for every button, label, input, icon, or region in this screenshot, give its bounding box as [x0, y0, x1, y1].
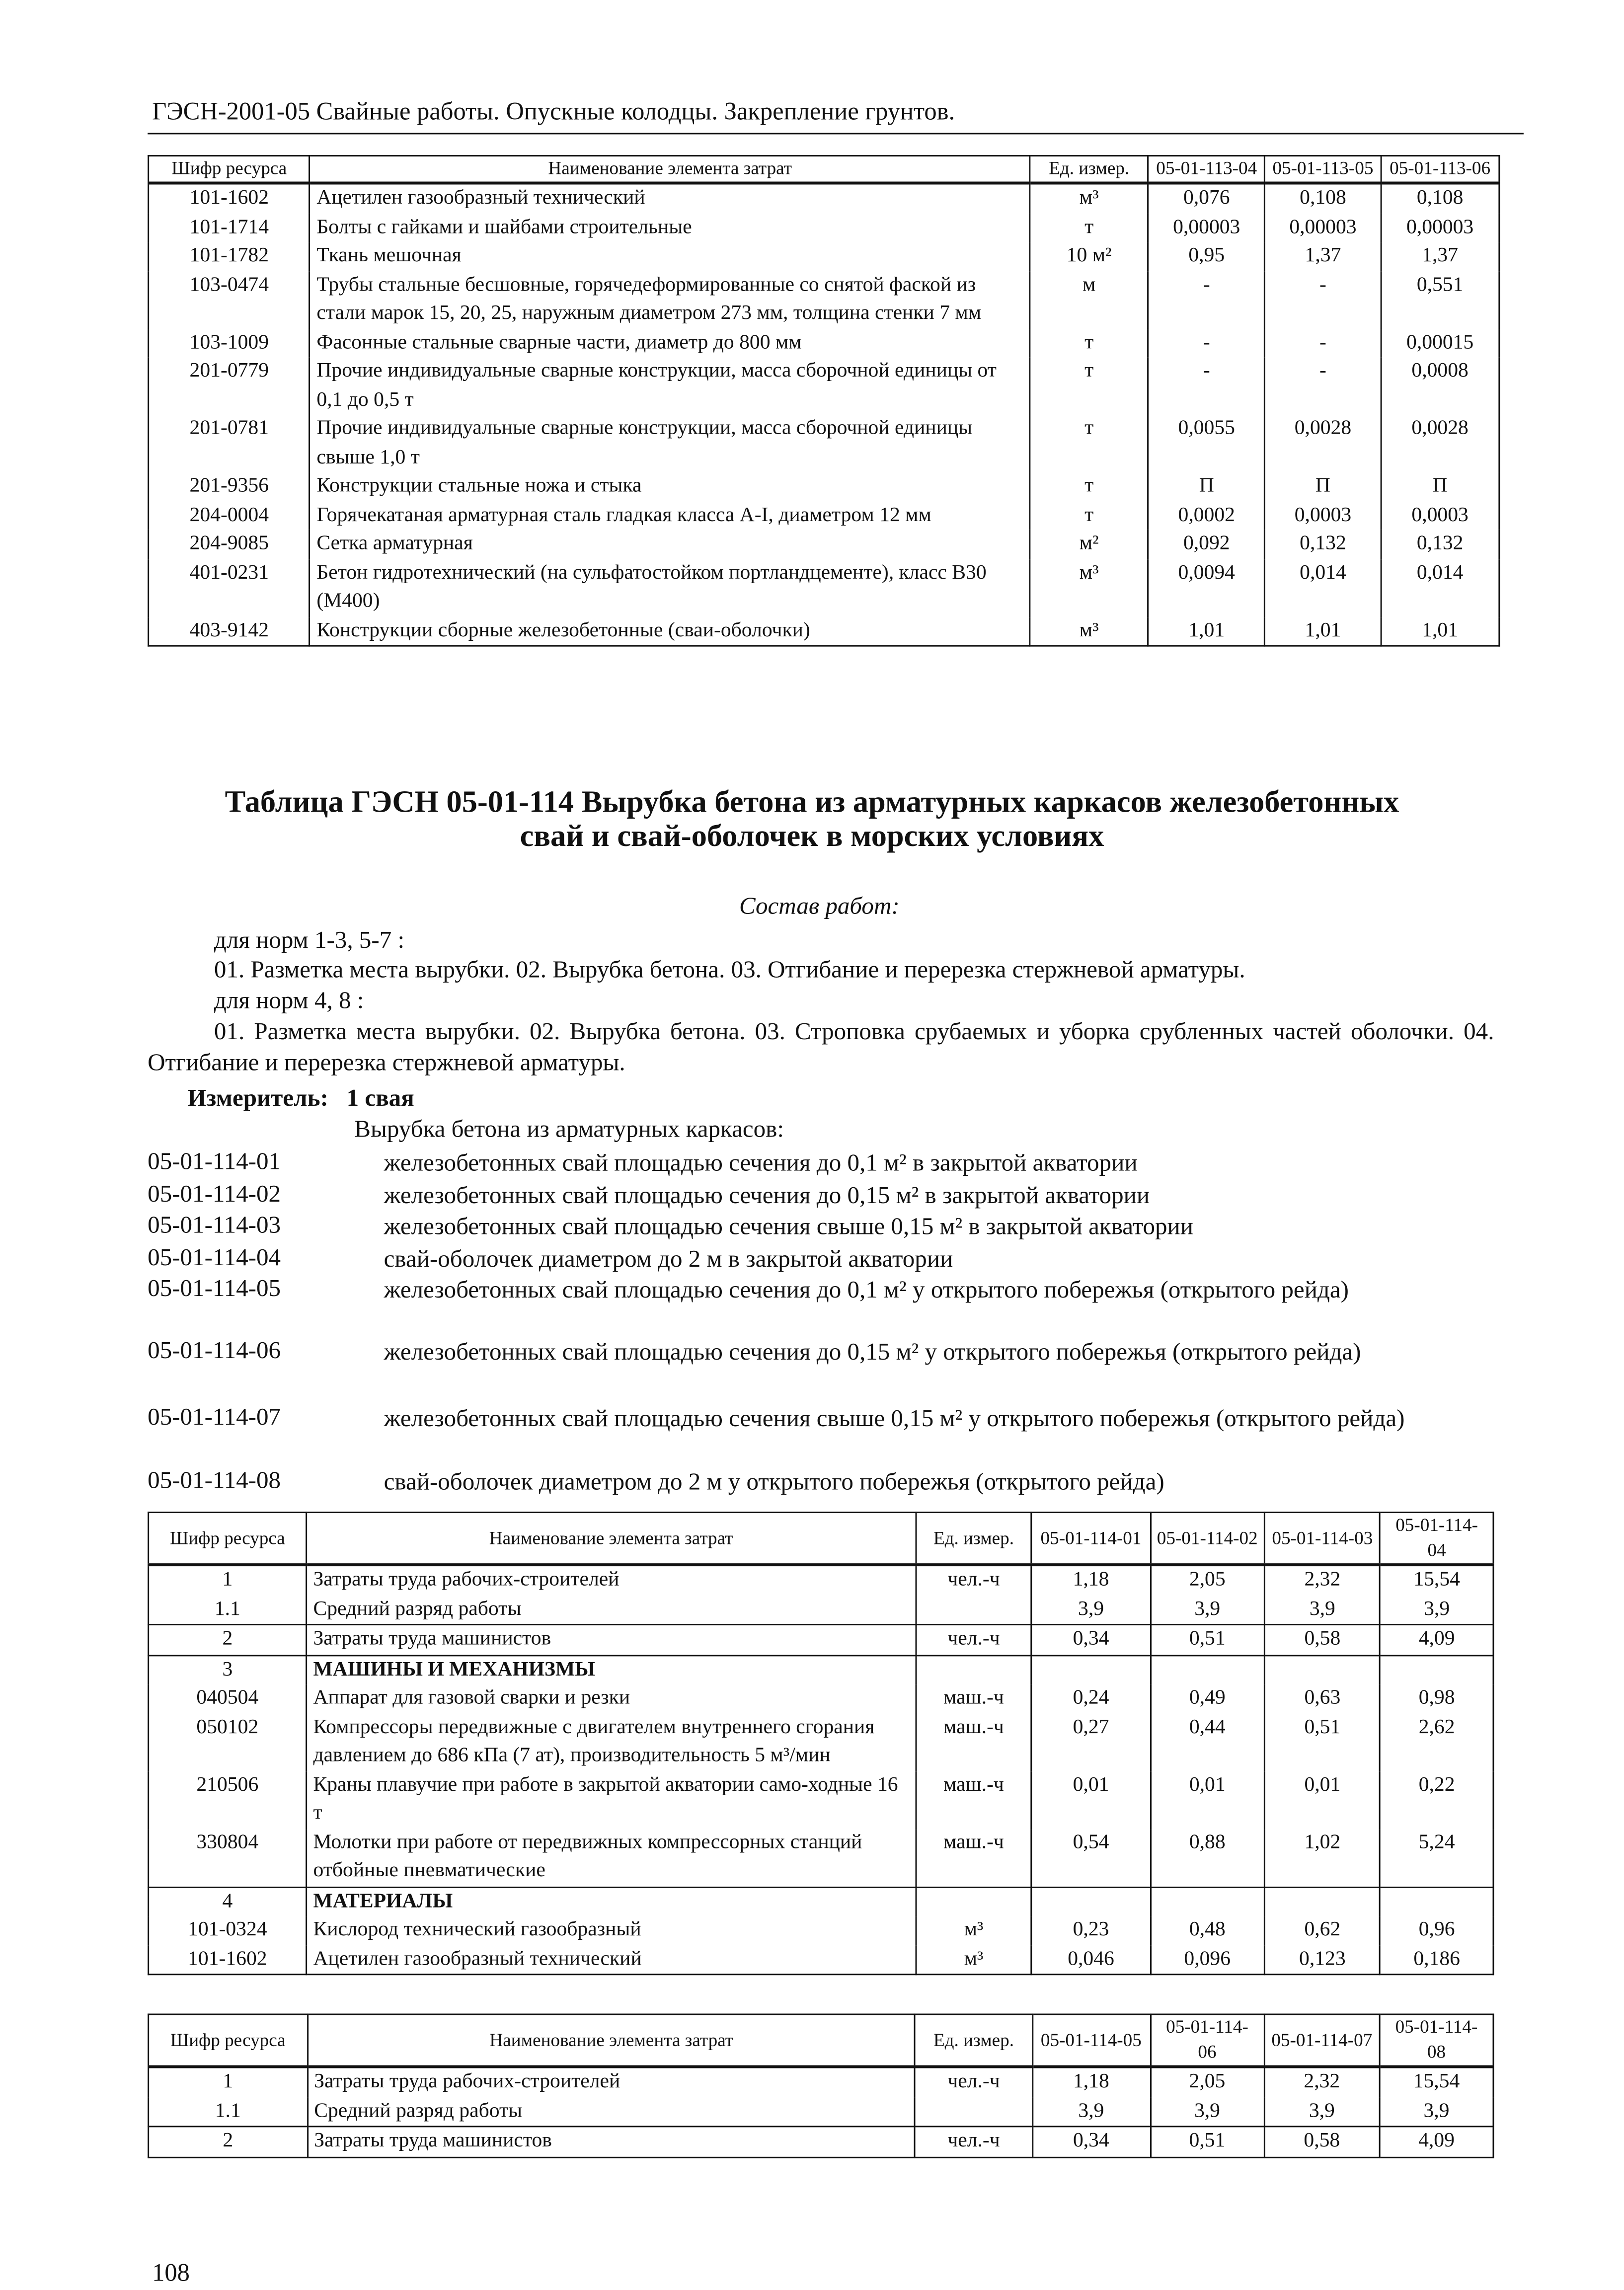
unit: т — [1030, 213, 1148, 242]
norm-value: 3,9 — [1150, 1595, 1264, 1624]
table-row — [149, 1595, 1493, 1624]
norm-value: 2,05 — [1150, 2067, 1264, 2097]
table-row — [149, 530, 1499, 559]
resource-name: Ацетилен газообразный технический — [307, 1945, 916, 1974]
measure-unit: Измеритель: 1 свая — [187, 1083, 414, 1112]
page-number: 108 — [152, 2258, 190, 2287]
norm-value: 0,014 — [1265, 559, 1381, 616]
column-header-unit: Ед. измер. — [1030, 156, 1148, 183]
norm-value: 0,00003 — [1148, 213, 1265, 242]
norm-description: железобетонных свай площадью сечения до 0,1 м² у открытого побережья (открытого рейда) — [384, 1275, 1349, 1304]
norm-value: 0,0028 — [1381, 415, 1499, 472]
norm-value: 4,09 — [1380, 2127, 1493, 2157]
norm-description: железобетонных свай площадью сечения до 0,15 м² в закрытой акватории — [384, 1181, 1150, 1209]
norm-value: 0,108 — [1265, 183, 1381, 214]
norm-value: 0,0055 — [1148, 415, 1265, 472]
resource-code: 1 — [149, 2067, 308, 2097]
table-row — [149, 1771, 1493, 1829]
norm-value: 0,014 — [1381, 559, 1499, 616]
norm-value — [1380, 1887, 1493, 1916]
table-row — [149, 213, 1499, 242]
title-line-1: Таблица ГЭСН 05-01-114 Вырубка бетона из арматурных каркасов железобетонных — [225, 784, 1399, 820]
table-row — [149, 1565, 1493, 1595]
resource-code: 101-0324 — [149, 1916, 307, 1945]
header-divider — [148, 133, 1524, 134]
norm-value: 0,98 — [1380, 1684, 1493, 1713]
table-row — [149, 1624, 1493, 1655]
column-header-norm: 05-01-114-04 — [1380, 1513, 1493, 1565]
norm-value: 1,01 — [1265, 616, 1381, 646]
resource-code: 4 — [149, 1887, 307, 1916]
norm-value: 0,046 — [1032, 1945, 1150, 1974]
resource-name: МАТЕРИАЛЫ — [307, 1887, 916, 1916]
title-line-2: свай и свай-оболочек в морских условиях — [520, 818, 1104, 853]
resource-name: Аппарат для газовой сварки и резки — [307, 1684, 916, 1713]
unit: маш.-ч — [916, 1771, 1032, 1829]
norms-b-label: для норм 4, 8 : — [214, 986, 364, 1014]
norm-value: П — [1148, 472, 1265, 501]
norm-value: 0,092 — [1148, 530, 1265, 559]
table-row — [149, 415, 1499, 472]
column-header-norm: 05-01-113-06 — [1381, 156, 1499, 183]
resource-name: Горячекатаная арматурная сталь гладкая класса А-I, диаметром 12 мм — [310, 501, 1030, 530]
resource-name: Болты с гайками и шайбами строительные — [310, 213, 1030, 242]
unit — [916, 1655, 1032, 1684]
norm-value: П — [1265, 472, 1381, 501]
norm-value: 0,48 — [1150, 1916, 1264, 1945]
norm-value: 5,24 — [1380, 1829, 1493, 1887]
norm-code: 05-01-114-05 — [148, 1274, 281, 1302]
unit: м³ — [1030, 559, 1148, 616]
resource-code: 103-0474 — [149, 271, 310, 328]
norm-value — [1264, 1655, 1380, 1684]
norm-description: железобетонных свай площадью сечения до 0,15 м² у открытого побережья (открытого рейда) — [384, 1337, 1361, 1366]
resource-code: 101-1714 — [149, 213, 310, 242]
unit — [916, 1887, 1032, 1916]
unit: т — [1030, 501, 1148, 530]
unit: т — [1030, 328, 1148, 357]
column-header-code: Шифр ресурса — [149, 156, 310, 183]
table-row — [149, 501, 1499, 530]
resource-code: 201-9356 — [149, 472, 310, 501]
table-row — [149, 1945, 1493, 1974]
unit: 10 м² — [1030, 242, 1148, 271]
norm-value: 1,37 — [1381, 242, 1499, 271]
norm-value: 2,32 — [1264, 1565, 1380, 1595]
column-header-norm: 05-01-114-07 — [1264, 2014, 1380, 2066]
resource-name: Затраты труда рабочих-строителей — [307, 1565, 916, 1595]
resource-code: 201-0779 — [149, 357, 310, 415]
unit: чел.-ч — [915, 2067, 1032, 2097]
resource-code: 330804 — [149, 1829, 307, 1887]
running-header: ГЭСН-2001-05 Свайные работы. Опускные колодцы. Закрепление грунтов. — [152, 97, 955, 126]
norm-value: - — [1148, 357, 1265, 415]
norm-value: 0,123 — [1264, 1945, 1380, 1974]
norm-value: 3,9 — [1032, 2097, 1151, 2126]
unit: чел.-ч — [916, 1565, 1032, 1595]
resource-code: 101-1602 — [149, 183, 310, 214]
table-row — [149, 616, 1499, 646]
norms-a-text: 01. Разметка места вырубки. 02. Вырубка бетона. 03. Отгибание и перерезка стержневой арматуры. — [214, 955, 1245, 984]
norm-value: 0,63 — [1264, 1684, 1380, 1713]
norm-value: - — [1265, 357, 1381, 415]
resources-table-113 — [148, 155, 1500, 647]
norm-value: 0,00003 — [1265, 213, 1381, 242]
column-header-code: Шифр ресурса — [149, 1513, 307, 1565]
unit: м³ — [916, 1945, 1032, 1974]
norms-b-text: 01. Разметка места вырубки. 02. Вырубка бетона. 03. Строповка срубаемых и уборка срубленных частей оболочки. 04. Отгибание и перерезка стержневой арматуры. — [148, 1017, 1494, 1075]
table-row — [149, 328, 1499, 357]
resource-code: 050102 — [149, 1713, 307, 1771]
norm-value: П — [1381, 472, 1499, 501]
norm-value: 3,9 — [1264, 2097, 1380, 2126]
norm-value: 0,95 — [1148, 242, 1265, 271]
resource-code: 1.1 — [149, 1595, 307, 1624]
resource-name: Ткань мешочная — [310, 242, 1030, 271]
column-header-norm: 05-01-113-04 — [1148, 156, 1265, 183]
norm-value: 0,88 — [1150, 1829, 1264, 1887]
resource-code: 103-1009 — [149, 328, 310, 357]
norm-value: 0,0003 — [1381, 501, 1499, 530]
norm-value: 0,00003 — [1381, 213, 1499, 242]
norm-code: 05-01-114-01 — [148, 1147, 281, 1175]
resource-code: 210506 — [149, 1771, 307, 1829]
table-row — [149, 357, 1499, 415]
norm-description: свай-оболочек диаметром до 2 м у открытого побережья (открытого рейда) — [384, 1467, 1164, 1496]
resource-code: 401-0231 — [149, 559, 310, 616]
norm-description: железобетонных свай площадью сечения свыше 0,15 м² в закрытой акватории — [384, 1212, 1194, 1240]
resource-name: Кислород технический газообразный — [307, 1916, 916, 1945]
unit: м³ — [916, 1916, 1032, 1945]
norm-value: 15,54 — [1380, 2067, 1493, 2097]
resource-code: 101-1602 — [149, 1945, 307, 1974]
norm-value: 3,9 — [1264, 1595, 1380, 1624]
table-title — [148, 785, 1476, 853]
unit: т — [1030, 415, 1148, 472]
column-header-norm: 05-01-114-06 — [1150, 2014, 1264, 2066]
resource-name: Средний разряд работы — [307, 1595, 916, 1624]
resource-name: Краны плавучие при работе в закрытой акватории само-ходные 16 т — [307, 1771, 916, 1829]
norm-value: 0,186 — [1380, 1945, 1493, 1974]
norm-value: 3,9 — [1380, 1595, 1493, 1624]
header-row — [149, 1513, 1493, 1565]
resource-name: Трубы стальные бесшовные, горячедеформированные со снятой фаской из стали марок 15, 20, 25, наружным диаметром 273 мм, толщина стенки 7 мм — [310, 271, 1030, 328]
resource-code: 1.1 — [149, 2097, 308, 2126]
norm-value — [1150, 1887, 1264, 1916]
resource-code: 204-0004 — [149, 501, 310, 530]
table-row — [149, 183, 1499, 214]
column-header-norm: 05-01-114-01 — [1032, 1513, 1150, 1565]
norm-value: 0,551 — [1381, 271, 1499, 328]
norm-value: 0,0008 — [1381, 357, 1499, 415]
work-composition-heading: Состав работ: — [739, 891, 900, 920]
norm-value: 0,01 — [1150, 1771, 1264, 1829]
norm-value: 0,49 — [1150, 1684, 1264, 1713]
norm-description: железобетонных свай площадью сечения до 0,1 м² в закрытой акватории — [384, 1148, 1138, 1177]
resource-code: 3 — [149, 1655, 307, 1684]
resource-name: Прочие индивидуальные сварные конструкции, масса сборочной единицы от 0,1 до 0,5 т — [310, 357, 1030, 415]
resource-name: Фасонные стальные сварные части, диаметр до 800 мм — [310, 328, 1030, 357]
resource-name: Конструкции сборные железобетонные (сваи-оболочки) — [310, 616, 1030, 646]
column-header-norm: 05-01-114-03 — [1264, 1513, 1380, 1565]
norm-value: 3,9 — [1380, 2097, 1493, 2126]
resource-name: Средний разряд работы — [308, 2097, 916, 2126]
resource-name: Ацетилен газообразный технический — [310, 183, 1030, 214]
norm-value — [1380, 1655, 1493, 1684]
norm-code: 05-01-114-03 — [148, 1210, 281, 1239]
table-row — [149, 2067, 1493, 2097]
column-header-norm: 05-01-113-05 — [1265, 156, 1381, 183]
table-row — [149, 271, 1499, 328]
unit: маш.-ч — [916, 1713, 1032, 1771]
resource-code: 201-0781 — [149, 415, 310, 472]
column-header-norm: 05-01-114-08 — [1380, 2014, 1493, 2066]
resource-code: 2 — [149, 2127, 308, 2157]
norm-code: 05-01-114-06 — [148, 1336, 281, 1364]
norm-value: 0,44 — [1150, 1713, 1264, 1771]
column-header-name: Наименование элемента затрат — [308, 2014, 916, 2066]
unit: м — [1030, 271, 1148, 328]
norm-value: - — [1148, 271, 1265, 328]
norm-value: 0,076 — [1148, 183, 1265, 214]
resource-code: 1 — [149, 1565, 307, 1595]
norm-value: 0,01 — [1264, 1771, 1380, 1829]
column-header-unit: Ед. измер. — [916, 1513, 1032, 1565]
norm-value: 2,05 — [1150, 1565, 1264, 1595]
norm-description: железобетонных свай площадью сечения свыше 0,15 м² у открытого побережья (открытого рейда) — [384, 1404, 1405, 1432]
norm-value: 0,51 — [1150, 2127, 1264, 2157]
column-header-name: Наименование элемента затрат — [310, 156, 1030, 183]
norm-value: 0,00015 — [1381, 328, 1499, 357]
norm-value: 1,01 — [1148, 616, 1265, 646]
column-header-unit: Ед. измер. — [915, 2014, 1032, 2066]
header-row — [149, 156, 1499, 183]
unit: м³ — [1030, 183, 1148, 214]
resource-code: 101-1782 — [149, 242, 310, 271]
resource-code: 204-9085 — [149, 530, 310, 559]
norm-value: 0,96 — [1380, 1916, 1493, 1945]
resource-name: Компрессоры передвижные с двигателем внутреннего сгорания давлением до 686 кПа (7 ат), производительность 5 м³/мин — [307, 1713, 916, 1771]
unit — [916, 1595, 1032, 1624]
section-heading-row — [149, 1887, 1493, 1916]
norm-value: 0,0003 — [1265, 501, 1381, 530]
resource-name: Прочие индивидуальные сварные конструкции, масса сборочной единицы свыше 1,0 т — [310, 415, 1030, 472]
table-row — [149, 2097, 1493, 2126]
norm-code: 05-01-114-07 — [148, 1402, 281, 1431]
norm-value: 1,01 — [1381, 616, 1499, 646]
unit: чел.-ч — [915, 2127, 1032, 2157]
norm-code: 05-01-114-08 — [148, 1465, 281, 1494]
resource-name: Сетка арматурная — [310, 530, 1030, 559]
norm-value: 0,34 — [1032, 2127, 1151, 2157]
norm-value: 0,27 — [1032, 1713, 1150, 1771]
resource-code: 403-9142 — [149, 616, 310, 646]
table-row — [149, 1916, 1493, 1945]
norm-value: 0,51 — [1150, 1624, 1264, 1655]
unit — [915, 2097, 1032, 2126]
norm-value: 0,58 — [1264, 1624, 1380, 1655]
unit: чел.-ч — [916, 1624, 1032, 1655]
table-row — [149, 1684, 1493, 1713]
norm-description: свай-оболочек диаметром до 2 м в закрытой акватории — [384, 1244, 953, 1273]
resource-name: Затраты труда машинистов — [308, 2127, 916, 2157]
norm-value: 2,62 — [1380, 1713, 1493, 1771]
norm-value: 15,54 — [1380, 1565, 1493, 1595]
resources-table-114-01-04 — [148, 1512, 1494, 1975]
resources-table-114-05-08 — [148, 2014, 1494, 2158]
norm-value — [1032, 1655, 1150, 1684]
norm-value: 0,096 — [1150, 1945, 1264, 1974]
column-header-name: Наименование элемента затрат — [307, 1513, 916, 1565]
norm-value — [1032, 1887, 1150, 1916]
norm-value: - — [1265, 328, 1381, 357]
norm-value: 1,18 — [1032, 1565, 1150, 1595]
norm-value: 0,0028 — [1265, 415, 1381, 472]
norms-a-label: для норм 1-3, 5-7 : — [214, 925, 405, 954]
resource-name: Бетон гидротехнический (на сульфатостойком портландцементе), класс В30 (М400) — [310, 559, 1030, 616]
norm-value: 2,32 — [1264, 2067, 1380, 2097]
norm-value: 0,01 — [1032, 1771, 1150, 1829]
norm-value: - — [1265, 271, 1381, 328]
norm-value: 4,09 — [1380, 1624, 1493, 1655]
unit: маш.-ч — [916, 1684, 1032, 1713]
resource-name: Затраты труда машинистов — [307, 1624, 916, 1655]
norm-value: 3,9 — [1150, 2097, 1264, 2126]
norm-value: 1,18 — [1032, 2067, 1151, 2097]
table-row — [149, 1713, 1493, 1771]
unit: м² — [1030, 530, 1148, 559]
norm-value: 1,02 — [1264, 1829, 1380, 1887]
table-row — [149, 472, 1499, 501]
resource-code: 040504 — [149, 1684, 307, 1713]
norm-value: 0,24 — [1032, 1684, 1150, 1713]
section-heading-row — [149, 1655, 1493, 1684]
norm-value: 0,132 — [1381, 530, 1499, 559]
norm-value: 0,51 — [1264, 1713, 1380, 1771]
table-row — [149, 1829, 1493, 1887]
resource-name: МАШИНЫ И МЕХАНИЗМЫ — [307, 1655, 916, 1684]
norm-value: 0,23 — [1032, 1916, 1150, 1945]
norm-value: 0,58 — [1264, 2127, 1380, 2157]
norm-value — [1150, 1655, 1264, 1684]
header-row — [149, 2014, 1493, 2066]
norm-code: 05-01-114-04 — [148, 1243, 281, 1271]
norm-value — [1264, 1887, 1380, 1916]
unit: т — [1030, 357, 1148, 415]
norm-value: 1,37 — [1265, 242, 1381, 271]
unit: маш.-ч — [916, 1829, 1032, 1887]
table-row — [149, 2127, 1493, 2157]
column-header-norm: 05-01-114-02 — [1150, 1513, 1264, 1565]
norm-value: 0,0094 — [1148, 559, 1265, 616]
norm-value: 0,34 — [1032, 1624, 1150, 1655]
norm-value: 0,108 — [1381, 183, 1499, 214]
resource-code: 2 — [149, 1624, 307, 1655]
norm-value: 0,22 — [1380, 1771, 1493, 1829]
norm-value: - — [1148, 328, 1265, 357]
resource-name: Конструкции стальные ножа и стыка — [310, 472, 1030, 501]
norm-value: 0,54 — [1032, 1829, 1150, 1887]
resource-name: Молотки при работе от передвижных компрессорных станций отбойные пневматические — [307, 1829, 916, 1887]
norms-intro: Вырубка бетона из арматурных каркасов: — [354, 1114, 784, 1143]
unit: м³ — [1030, 616, 1148, 646]
column-header-norm: 05-01-114-05 — [1032, 2014, 1151, 2066]
table-row — [149, 559, 1499, 616]
norm-code: 05-01-114-02 — [148, 1179, 281, 1208]
table-row — [149, 242, 1499, 271]
norm-value: 0,132 — [1265, 530, 1381, 559]
norm-value: 3,9 — [1032, 1595, 1150, 1624]
norm-value: 0,62 — [1264, 1916, 1380, 1945]
unit: т — [1030, 472, 1148, 501]
norm-value: 0,0002 — [1148, 501, 1265, 530]
resource-name: Затраты труда рабочих-строителей — [308, 2067, 916, 2097]
column-header-code: Шифр ресурса — [149, 2014, 308, 2066]
